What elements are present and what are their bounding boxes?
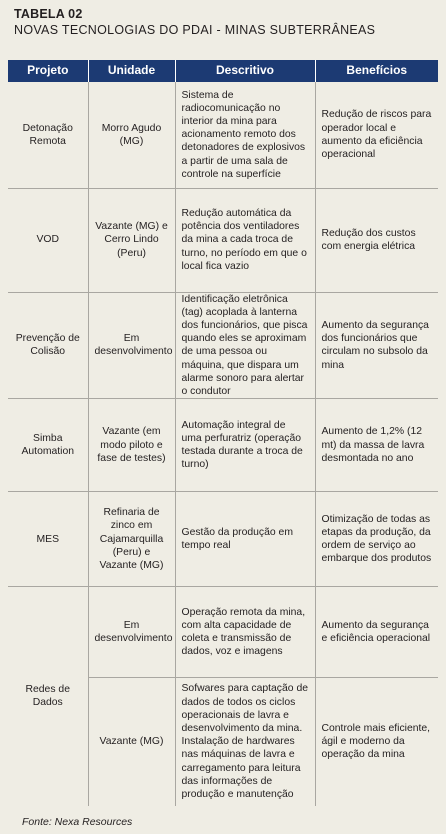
cell-projeto: Simba Automation: [8, 399, 88, 492]
table-subtitle: NOVAS TECNOLOGIAS DO PDAI - MINAS SUBTERRÂNEAS: [14, 23, 376, 37]
cell-unidade: Vazante (MG) e Cerro Lindo (Peru): [88, 188, 175, 292]
header-beneficios: Benefícios: [315, 60, 438, 82]
table-row: [8, 82, 438, 188]
cell-projeto: MES: [8, 492, 88, 587]
cell-projeto: Detonação Remota: [8, 82, 88, 188]
cell-beneficios: Controle mais eficiente, ágil e moderno da operação da mina: [321, 723, 431, 761]
table-row: [8, 492, 438, 587]
table-row: [8, 399, 438, 492]
cell-descritivo: Sistema de radiocomunicação no interior da mina para acionamento remoto dos detonadores de explosivos a partir de uma sala de controle na superfície: [175, 82, 315, 188]
table-row: [8, 292, 438, 399]
cell-unidade: Refinaria de zinco em Cajamarquilla (Peru) e Vazante (MG): [88, 492, 175, 587]
cell-descritivo: Identificação eletrônica (tag) acoplada à lanterna dos funcionários, que pisca quando eles se aproximam de uma pessoa ou máquina, que dispara um alarme sonoro para alertar o condutor: [175, 292, 315, 399]
cell-unidade: Em desenvolvimento: [88, 292, 175, 399]
technologies-table: [8, 60, 438, 806]
cell-beneficios: Aumento da segurança e eficiência operacional: [315, 587, 438, 678]
header-descritivo: Descritivo: [175, 60, 315, 82]
cell-descritivo: Gestão da produção em tempo real: [175, 492, 315, 587]
header-unidade: Unidade: [88, 60, 175, 82]
title-block: [14, 6, 375, 38]
cell-descritivo: Sofwares para captação de dados de todos os ciclos operacionais de lavra e desenvolvimento da mina. Instalação de hardwares nas máquinas de lavra e carregamento para leitura das informações de produção e manutenção: [175, 678, 315, 806]
cell-unidade: Morro Agudo (MG): [88, 82, 175, 188]
cell-beneficios: Aumento da segurança dos funcionários que circulam no subsolo da mina: [315, 292, 438, 399]
source-note: Fonte: Nexa Resources: [22, 816, 133, 828]
cell-descritivo: Redução automática da potência dos ventiladores da mina a cada troca de turno, no período em que o local fica vazio: [175, 188, 315, 292]
cell-unidade: Vazante (em modo piloto e fase de testes): [88, 399, 175, 492]
table-header-row: [8, 60, 438, 82]
cell-beneficios: Aumento de 1,2% (12 mt) da massa de lavra desmontada no ano: [315, 399, 438, 492]
cell-projeto: Redes de Dados: [8, 587, 88, 806]
cell-descritivo: Automação integral de uma perfuratriz (operação testada durante a troca de turno): [175, 399, 315, 492]
cell-beneficios: Otimização de todas as etapas da produção, da ordem de serviço ao embarque dos produtos: [315, 492, 438, 587]
header-projeto: Projeto: [8, 60, 88, 82]
table-title: TABELA 02: [14, 7, 83, 21]
cell-beneficios: Redução dos custos com energia elétrica: [315, 188, 438, 292]
table-row: [8, 188, 438, 292]
cell-unidade: Vazante (MG): [88, 678, 175, 806]
cell-projeto: Prevenção de Colisão: [8, 292, 88, 399]
cell-unidade: Em desenvolvimento: [88, 587, 175, 678]
cell-beneficios: Redução de riscos para operador local e aumento da eficiência operacional: [315, 82, 438, 188]
table-row: [8, 587, 438, 678]
cell-descritivo: Operação remota da mina, com alta capacidade de coleta e transmissão de dados, voz e imagens: [175, 587, 315, 678]
cell-projeto: VOD: [8, 188, 88, 292]
